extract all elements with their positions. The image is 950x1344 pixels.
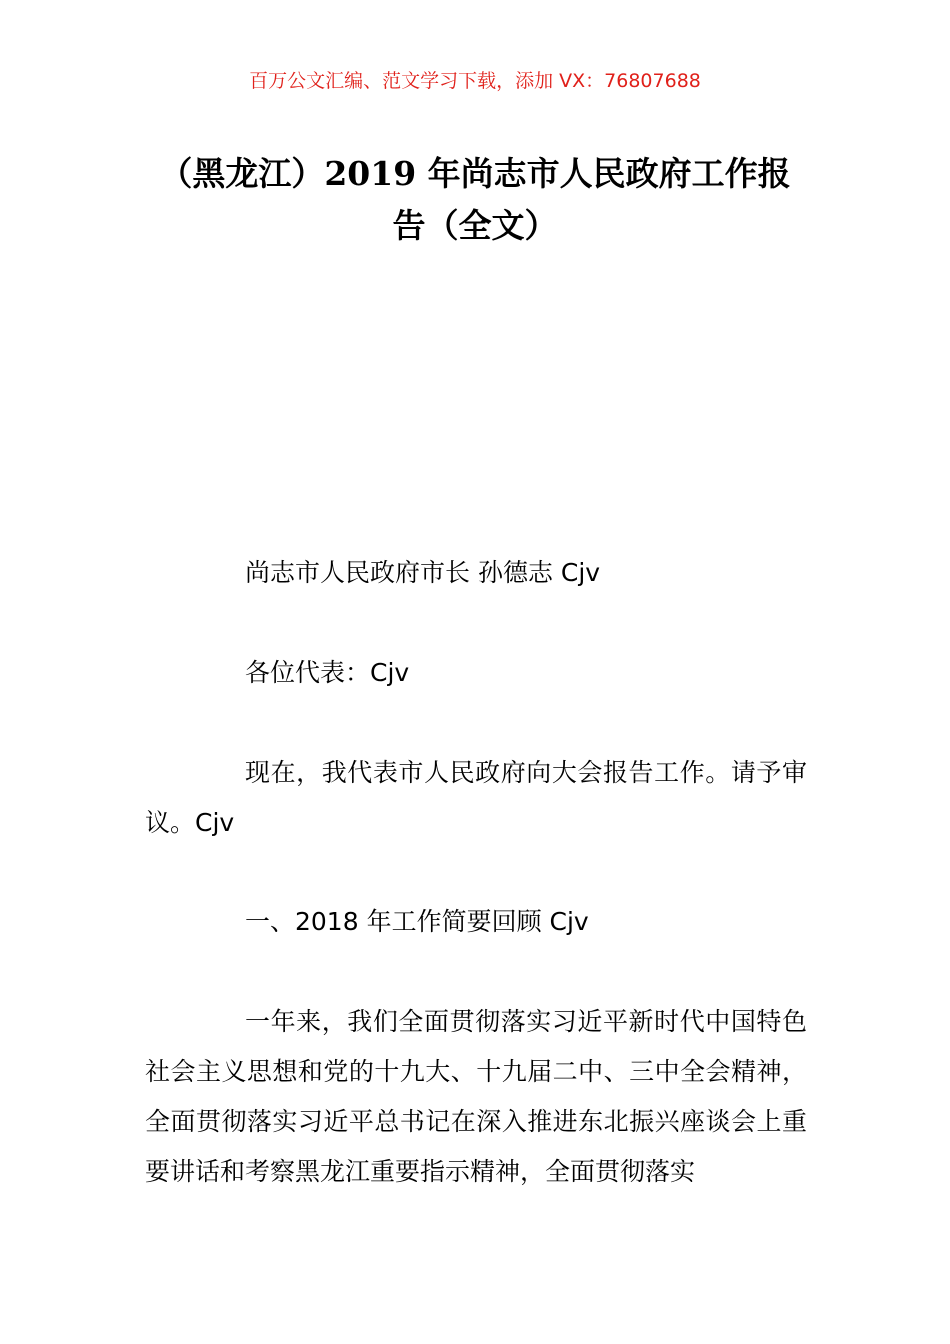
intro-paragraph: 现在，我代表市人民政府向大会报告工作。请予审议。Cjv xyxy=(145,758,807,837)
body-block xyxy=(145,997,807,1197)
author-line: 尚志市人民政府市长 孙德志 Cjv xyxy=(245,558,601,587)
greeting-block xyxy=(145,648,807,698)
document-title: （黑龙江）2019 年尚志市人民政府工作报告（全文） xyxy=(159,154,791,245)
intro-block xyxy=(145,748,807,848)
body-paragraph: 一年来，我们全面贯彻落实习近平新时代中国特色社会主义思想和党的十九大、十九届二中、三中全会精神，全面贯彻落实习近平总书记在深入推进东北振兴座谈会上重要讲话和考察黑龙江重要指示精神，全面贯彻落实 xyxy=(145,1007,807,1186)
greeting-line: 各位代表：Cjv xyxy=(245,658,410,687)
section-heading-block xyxy=(145,897,807,947)
author-line-block xyxy=(145,548,807,598)
header-watermark-note: 百万公文汇编、范文学习下载，添加 VX：76807688 xyxy=(249,70,701,92)
section-heading: 一、2018 年工作简要回顾 Cjv xyxy=(245,907,589,936)
